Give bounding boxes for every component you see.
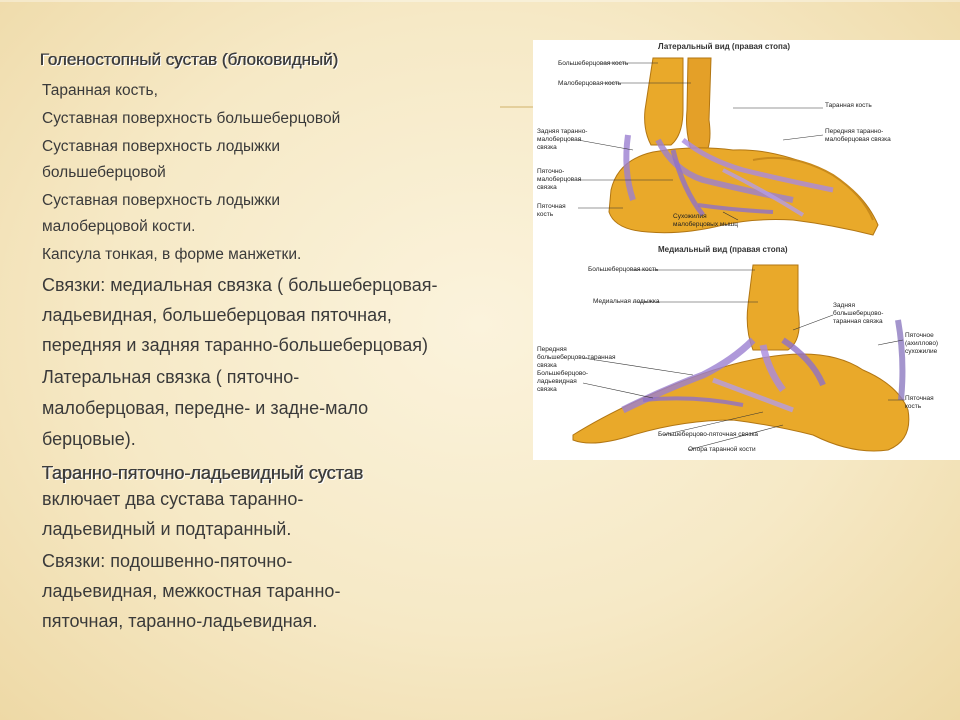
lateral-view-title: Латеральный вид (правая стопа) bbox=[658, 42, 790, 51]
item-lateral-malleolus-surface: Суставная поверхность лодыжки малоберцовой кости. bbox=[42, 192, 280, 235]
label-lateral-talus: Таранная кость bbox=[825, 102, 872, 109]
item-medial-malleolus-surface: Суставная поверхность лодыжки большеберцовой bbox=[42, 138, 280, 181]
label-medial-calcaneus: Пяточная кость bbox=[905, 395, 934, 410]
label-tibionavicular: Большеберцово-ладьевидная связка bbox=[537, 370, 588, 393]
medial-view-drawing bbox=[573, 265, 909, 451]
item-capsule: Капсула тонкая, в форме манжетки. bbox=[42, 246, 302, 263]
label-medial-malleolus: Медиальная лодыжка bbox=[593, 298, 660, 305]
label-post-talofibular: Задняя таранно-малоберцовая связка bbox=[537, 128, 588, 151]
label-sustentaculum: Опора таранной кости bbox=[688, 446, 756, 453]
label-lateral-fibula: Малоберцовая кость bbox=[558, 80, 622, 87]
label-tibiocalcaneal: Большеберцово-пяточная связка bbox=[658, 431, 759, 438]
item-tibia-surface: Суставная поверхность большеберцовой bbox=[42, 110, 341, 127]
heading-ankle-joint: Голеностопный сустав (блоковидный) bbox=[40, 50, 339, 69]
ligaments-joint: Связки: подошвенно-пяточно-ладьевидная, межкостная таранно-пяточная, таранно-ладьевидная. bbox=[42, 551, 341, 631]
ankle-anatomy-figure bbox=[533, 40, 960, 460]
label-ant-tibiotalar: Передняя большеберцово-таранная связка bbox=[537, 346, 616, 369]
item-talus: Таранная кость, bbox=[42, 82, 158, 99]
label-ant-talofibular: Передняя таранно-малоберцовая связка bbox=[825, 128, 891, 143]
lateral-view-drawing bbox=[609, 58, 878, 235]
medial-view-title: Медиальный вид (правая стопа) bbox=[658, 245, 788, 254]
label-lateral-tibia: Большеберцовая кость bbox=[558, 60, 629, 67]
heading-subtalar-joint: Таранно-пяточно-ладьевидный сустав bbox=[42, 463, 364, 483]
label-peroneal-tendons: Сухожилия малоберцовых мышц bbox=[673, 213, 738, 228]
label-calcaneofibular: Пяточно-малоберцовая связка bbox=[537, 168, 582, 191]
label-post-tibiotalar: Задняя большеберцово-таранная связка bbox=[833, 302, 884, 325]
label-achilles: Пяточное (ахиллово) сухожилие bbox=[905, 332, 939, 355]
ligaments-lateral: Латеральная связка ( пяточно-малоберцовая, передне- и задне-мало берцовые). bbox=[42, 367, 369, 449]
text-column bbox=[40, 50, 510, 638]
joint-description: включает два сустава таранно-ладьевидный и подтаранный. bbox=[42, 489, 304, 539]
label-medial-tibia: Большеберцовая кость bbox=[588, 266, 659, 273]
label-lateral-calcaneus: Пяточная кость bbox=[537, 203, 566, 218]
ligaments-medial: Связки: медиальная связка ( большеберцовая-ладьевидная, большеберцовая пяточная, передняя и задняя таранно-большеберцовая) bbox=[42, 275, 438, 355]
